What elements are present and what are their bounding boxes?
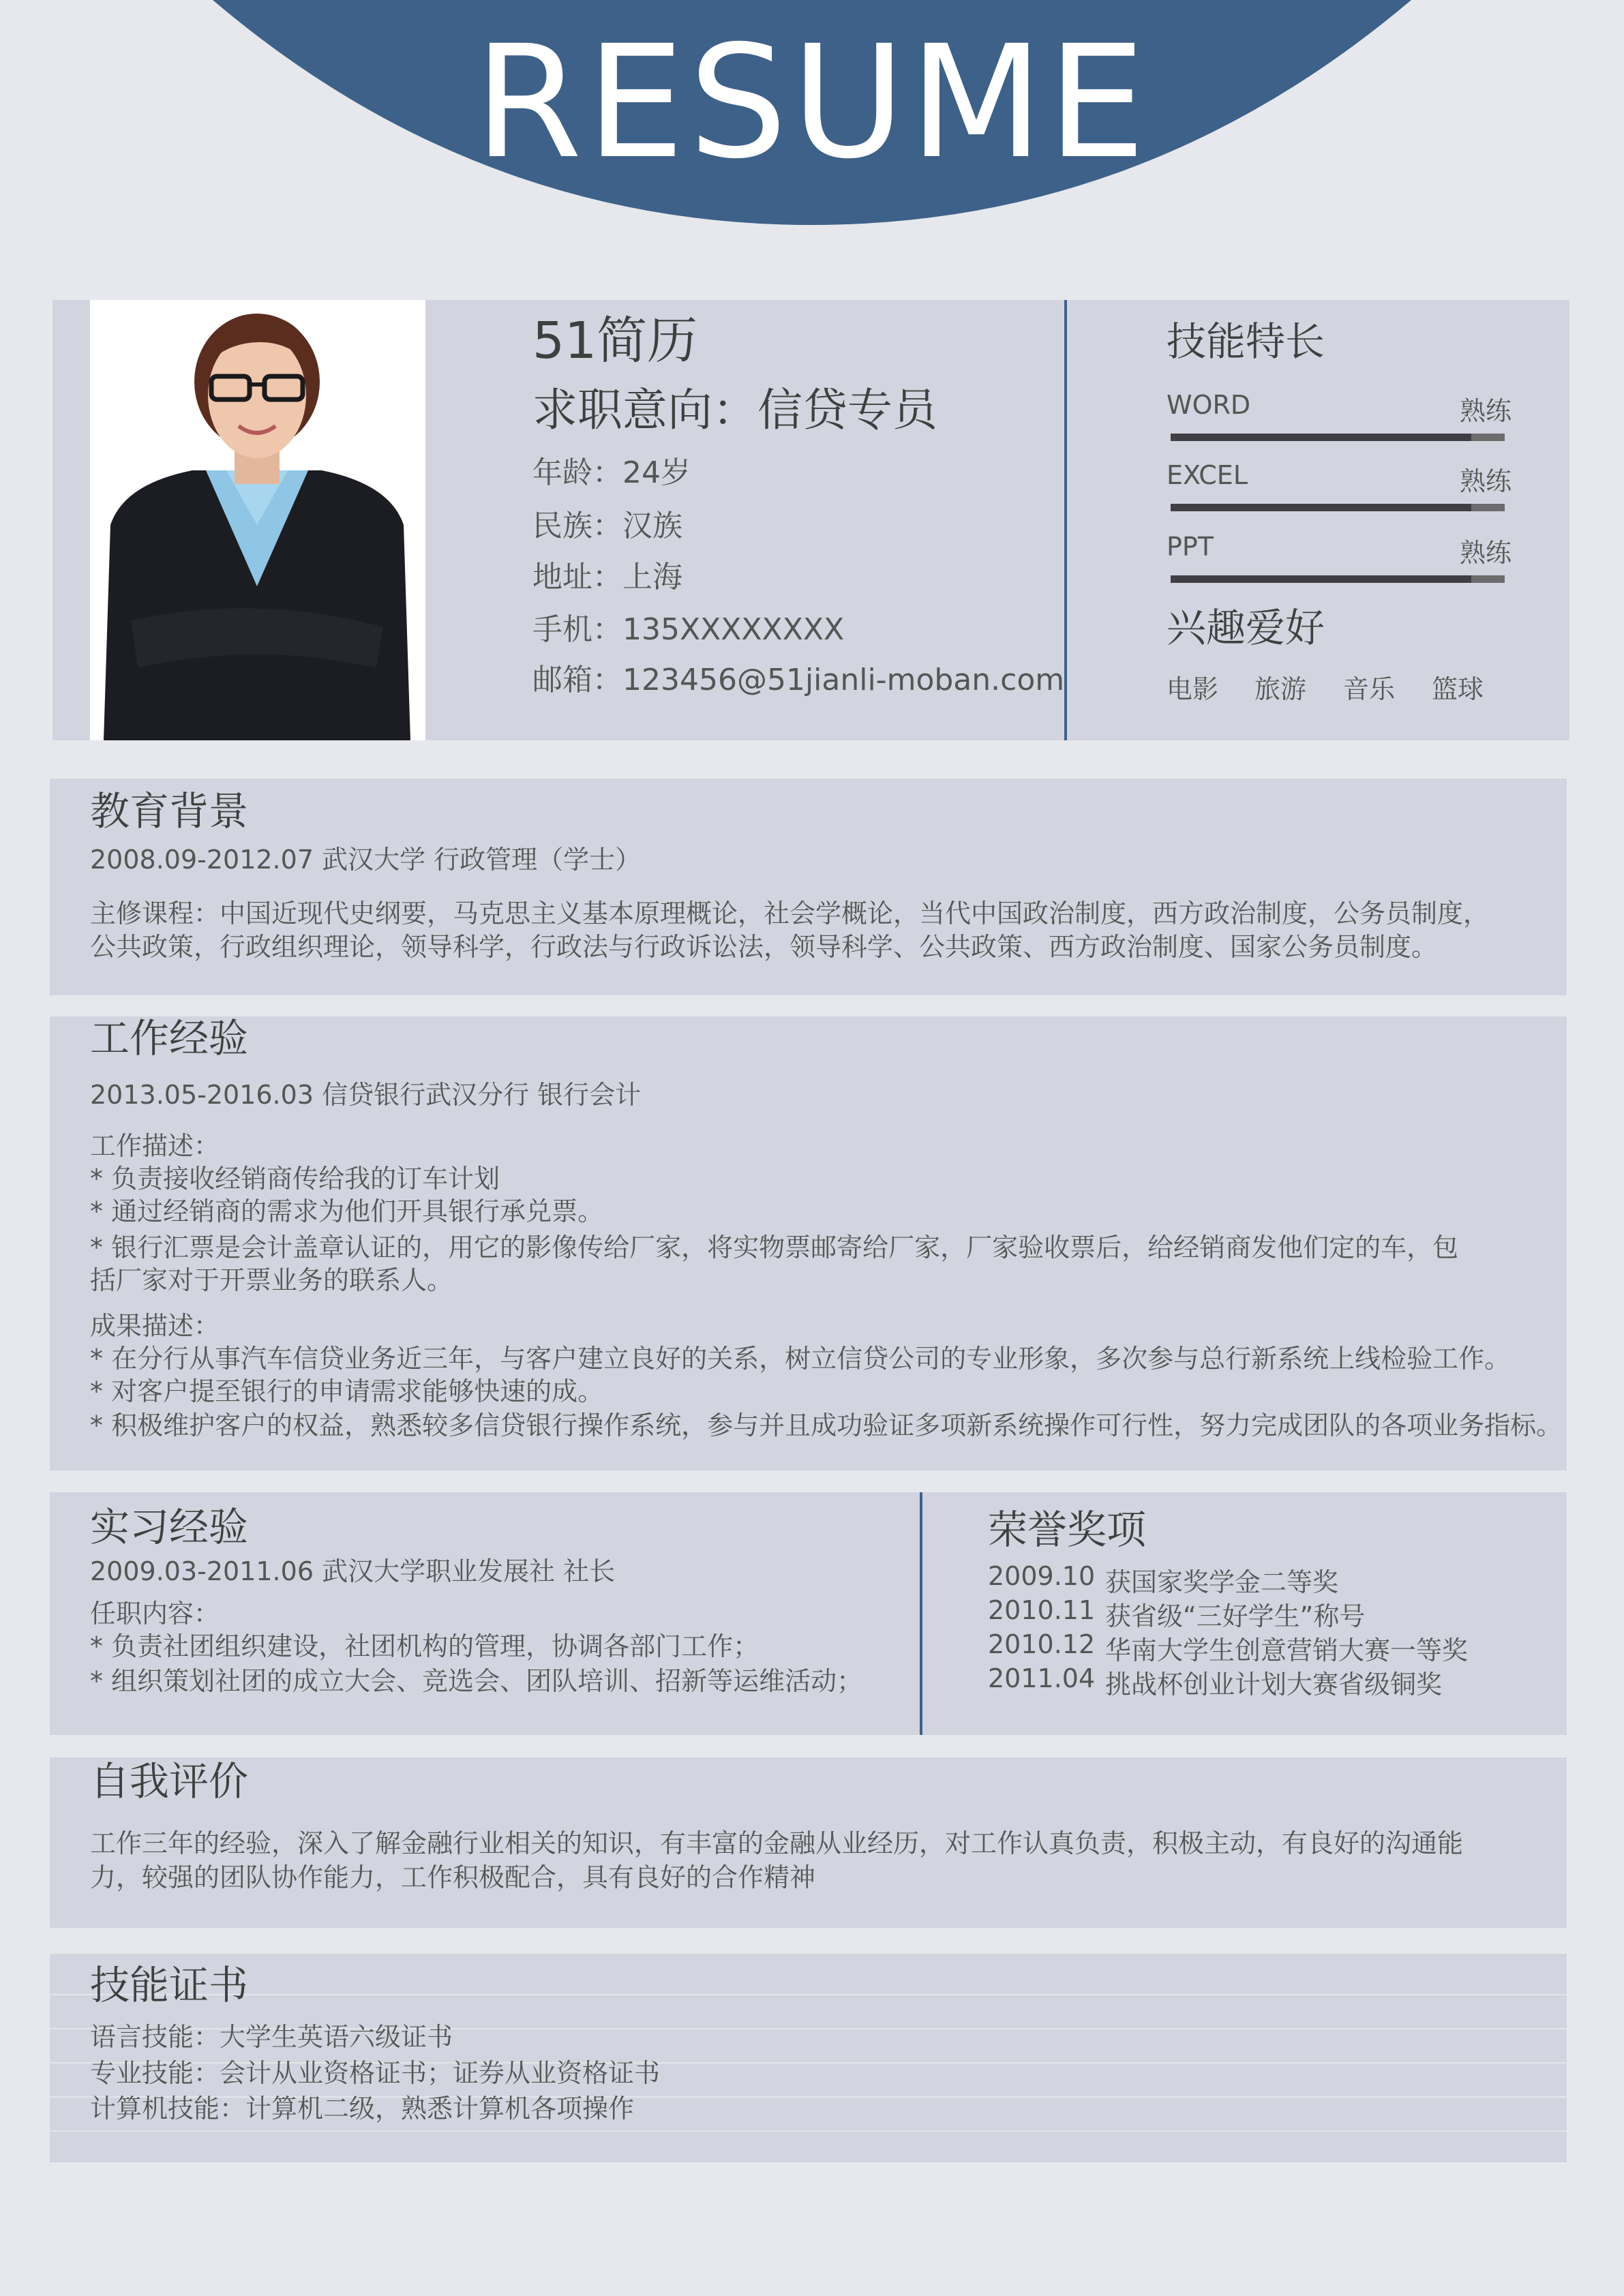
profile-divider [1064,300,1067,740]
profile-photo [90,300,425,740]
skill-bar [1171,575,1505,583]
education-courses-cont: 公共政策，行政组织理论，领导科学，行政法与行政诉讼法，领导科学、公共政策、西方政治制度、国家公务员制度。 [90,932,1438,962]
profile-phone: 手机：135XXXXXXXX [532,612,845,647]
skill-level: 熟练 [1459,466,1512,496]
skill-excel [1167,460,1512,515]
internship-duty-item: * 负责社团组织建设，社团机构的管理，协调各部门工作； [90,1631,760,1661]
hobbies-title: 兴趣爱好 [1167,605,1325,651]
cert-item: 专业技能：会计从业资格证书；证券从业资格证书 [90,2058,661,2088]
self-eval-title: 自我评价 [90,1758,249,1804]
skill-bar [1171,504,1505,511]
honor-year: 2009.10 [988,1561,1096,1591]
work-desc-item: * 负责接收经销商传给我的订车计划 [90,1164,500,1194]
hobby-item: 电影 [1167,674,1219,704]
self-eval-text-cont: 力，较强的团队协作能力，工作积极配合，具有良好的合作精神 [90,1862,816,1892]
skills-title: 技能特长 [1167,318,1325,365]
work-desc-item: 括厂家对于开票业务的联系人。 [90,1265,453,1295]
work-desc-label: 工作描述： [90,1131,220,1161]
work-result-label: 成果描述： [90,1311,220,1341]
profile-address: 地址：上海 [532,560,682,594]
cert-item: 计算机技能：计算机二级，熟悉计算机各项操作 [90,2094,635,2124]
skill-level: 熟练 [1459,396,1512,426]
skill-word [1167,390,1512,444]
work-desc-item: * 银行汇票是会计盖章认证的，用它的影像传给厂家，将实物票邮寄给厂家，厂家验收票后，给经销商发他们定的车，包 [90,1233,1459,1263]
self-eval-text: 工作三年的经验，深入了解金融行业相关的知识，有丰富的金融从业经历，对工作认真负责，积极主动，有良好的沟通能 [90,1828,1464,1858]
skill-name: EXCEL [1167,460,1248,490]
education-line: 2008.09-2012.07 武汉大学 行政管理（学士） [90,845,642,875]
skill-name: PPT [1167,532,1214,562]
internship-honors-divider [920,1492,922,1735]
education-title: 教育背景 [90,788,249,834]
profile-ethnicity: 民族：汉族 [532,509,682,543]
skill-bar-fill [1171,504,1471,511]
skill-bar-fill [1171,575,1471,583]
cert-item: 语言技能：大学生英语六级证书 [90,2022,453,2052]
resume-title: RESUME [474,12,1150,193]
internship-title: 实习经验 [90,1504,249,1550]
work-title: 工作经验 [90,1015,249,1061]
internship-line: 2009.03-2011.06 武汉大学职业发展社 社长 [90,1556,616,1586]
row-rule [50,2130,1567,2132]
profile-name: 51简历 [532,312,698,370]
honor-name: 华南大学生创意营销大赛一等奖 [1105,1635,1469,1665]
internship-duty-label: 任职内容： [90,1599,220,1629]
honors-title: 荣誉奖项 [988,1507,1147,1553]
hobby-item: 篮球 [1432,674,1484,704]
row-rule [50,1994,1567,1995]
work-desc-item: * 通过经销商的需求为他们开具银行承兑票。 [90,1196,604,1226]
skill-name: WORD [1167,390,1251,420]
work-result-item: * 在分行从事汽车信贷业务近三年，与客户建立良好的关系，树立信贷公司的专业形象，多次参与总行新系统上线检验工作。 [90,1344,1511,1374]
work-line: 2013.05-2016.03 信贷银行武汉分行 银行会计 [90,1080,642,1110]
hobby-item: 旅游 [1254,674,1307,704]
skill-level: 熟练 [1459,538,1512,568]
person-portrait-image [90,300,425,740]
honor-name: 挑战杯创业计划大赛省级铜奖 [1105,1670,1443,1700]
skill-ppt [1167,532,1512,586]
honor-year: 2010.12 [988,1629,1096,1659]
hobby-item: 音乐 [1343,674,1396,704]
work-result-item: * 积极维护客户的权益，熟悉较多信贷银行操作系统，参与并且成功验证多项新系统操作可行性，努力完成团队的各项业务指标。 [90,1410,1563,1440]
honor-year: 2011.04 [988,1663,1096,1693]
honor-name: 获省级“三好学生”称号 [1105,1601,1366,1631]
internship-duty-item: * 组织策划社团的成立大会、竞选会、团队培训、招新等运维活动； [90,1666,863,1696]
work-result-item: * 对客户提至银行的申请需求能够快速的成。 [90,1376,604,1406]
profile-email: 邮箱：123456@51jianli-moban.com [532,663,1065,697]
job-intent: 求职意向：信贷专员 [532,384,937,436]
profile-age: 年龄：24岁 [532,455,691,490]
skill-bar [1171,434,1505,441]
honor-year: 2010.11 [988,1595,1096,1625]
honor-name: 获国家奖学金二等奖 [1105,1567,1339,1597]
education-courses: 主修课程：中国近现代史纲要，马克思主义基本原理概论，社会学概论，当代中国政治制度，西方政治制度，公务员制度， [90,898,1490,928]
skill-bar-fill [1171,434,1471,441]
certs-title: 技能证书 [90,1962,249,2008]
